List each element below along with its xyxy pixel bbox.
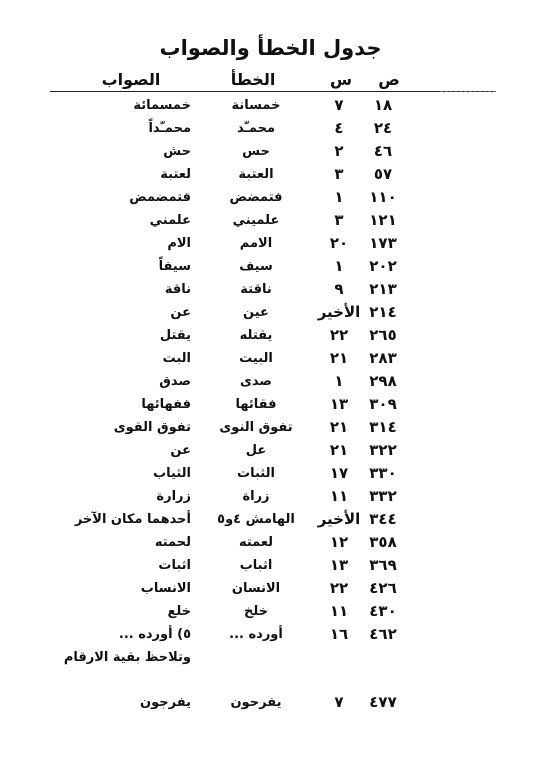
cell-wrong: محمـّد: [236, 121, 276, 136]
table-row: [0, 416, 541, 439]
cell-correct: لعتبة: [160, 167, 191, 182]
cell-page: ٢٠٢: [369, 257, 397, 275]
table-row: [0, 508, 541, 531]
header-rule: [50, 91, 496, 92]
cell-line: ١٦: [329, 625, 349, 643]
cell-correct: علمني: [149, 213, 191, 228]
cell-line: ٣: [334, 165, 344, 183]
cell-wrong: اثباب: [239, 558, 273, 573]
cell-correct: خلع: [167, 604, 191, 619]
table-row: [0, 163, 541, 186]
table-row: [0, 439, 541, 462]
cell-line: ٢٢: [329, 579, 349, 597]
cell-line: ٢١: [329, 349, 349, 367]
cell-correct: أحدهما مكان الآخر: [74, 512, 191, 527]
cell-correct: صدق: [159, 374, 191, 389]
cell-page: ٣٤٤: [369, 510, 397, 528]
cell-correct: تفوق القوى: [113, 420, 191, 435]
cell-page: ٢٤: [373, 119, 393, 137]
cell-correct: عن: [170, 443, 191, 458]
cell-page: ٣٣٢: [369, 487, 397, 505]
cell-line: ١١: [329, 602, 349, 620]
cell-line: ٢١: [329, 418, 349, 436]
cell-correct: ٥) أورده ...: [118, 627, 191, 642]
table-row: [0, 324, 541, 347]
cell-wrong: تفوق النوى: [219, 420, 293, 435]
cell-wrong: زراة: [242, 489, 270, 504]
cell-wrong: لعمته: [238, 535, 274, 550]
cell-line: ٩: [334, 280, 344, 298]
table-row: [0, 232, 541, 255]
cell-page: ١١٠: [369, 188, 397, 206]
cell-correct: الام: [167, 236, 191, 251]
cell-wrong: ناقتة: [240, 282, 272, 297]
cell-page: ٢١٤: [369, 303, 397, 321]
cell-wrong: سيف: [239, 259, 273, 274]
cell-page: ٣٣٠: [369, 464, 397, 482]
cell-wrong: العتبة: [238, 167, 274, 182]
cell-page: ١٨: [373, 96, 393, 114]
cell-page: ٢٦٥: [369, 326, 397, 344]
cell-correct: سيفاً: [158, 259, 191, 274]
table-row: [0, 140, 541, 163]
cell-page: ٤٢٦: [369, 579, 397, 597]
table-row-note: [0, 646, 541, 669]
cell-line: الأخير: [317, 510, 361, 528]
cell-line: ١: [334, 188, 344, 206]
cell-page: ٢٨٣: [369, 349, 397, 367]
cell-page: ٤٧٧: [369, 693, 397, 711]
cell-correct: الانساب: [140, 581, 191, 596]
cell-line: ٧: [334, 96, 344, 114]
cell-correct: محمـّداً: [148, 121, 191, 136]
cell-wrong: الثبات: [237, 466, 275, 481]
cell-wrong: الانسان: [231, 581, 281, 596]
cell-correct: البت: [162, 351, 191, 366]
cell-correct: ناقة: [164, 282, 191, 297]
cell-page: ٣١٤: [369, 418, 397, 436]
cell-wrong: خلخ: [243, 604, 269, 619]
cell-line: ٢٢: [329, 326, 349, 344]
cell-line: ١١: [329, 487, 349, 505]
cell-line: ١٢: [329, 533, 349, 551]
cell-line: ٤: [334, 119, 344, 137]
page-title: جدول الخطأ والصواب: [159, 36, 382, 60]
table-row: [0, 623, 541, 646]
header-line: س: [329, 70, 353, 89]
cell-page: ٤٦٢: [369, 625, 397, 643]
cell-correct: خمسمائة: [133, 98, 191, 113]
cell-page: ٢٩٨: [369, 372, 397, 390]
cell-correct: يفرجون: [140, 695, 191, 710]
cell-line: ١٧: [329, 464, 349, 482]
header-correct: الصواب: [101, 70, 161, 89]
cell-page: ٤٦: [373, 142, 393, 160]
cell-wrong: عل: [245, 443, 267, 458]
cell-wrong: يفرحون: [230, 695, 282, 710]
cell-line: ١: [334, 372, 344, 390]
table-row: [0, 301, 541, 324]
table-row: [0, 600, 541, 623]
cell-wrong: علميني: [232, 213, 280, 228]
cell-correct: حش: [163, 144, 191, 159]
table-row: [0, 485, 541, 508]
table-row: [0, 209, 541, 232]
cell-wrong: البيت: [239, 351, 273, 366]
table-row: [0, 554, 541, 577]
table-row: [0, 117, 541, 140]
cell-wrong: يقتله: [239, 328, 273, 343]
cell-correct: عن: [170, 305, 191, 320]
table-row: [0, 370, 541, 393]
table-row: [0, 531, 541, 554]
header-page: ص: [378, 70, 400, 89]
cell-wrong: أورده ...: [229, 627, 283, 642]
cell-line: ١٣: [329, 556, 349, 574]
cell-correct: فتمضمض: [129, 190, 191, 205]
cell-correct: ففهائها: [141, 397, 191, 412]
cell-correct: يقتل: [159, 328, 191, 343]
header-wrong: الخطأ: [230, 70, 276, 89]
cell-correct: زرارة: [156, 489, 191, 504]
cell-wrong: صدى: [240, 374, 272, 389]
cell-page: ٥٧: [373, 165, 393, 183]
cell-line: ١٣: [329, 395, 349, 413]
table-row: [0, 278, 541, 301]
cell-correct: اثبات: [158, 558, 191, 573]
header-rule-dashed: [440, 91, 496, 92]
cell-correct: الثياب: [153, 466, 191, 481]
cell-wrong: خمسانة: [231, 98, 281, 113]
cell-page: ١٧٣: [369, 234, 397, 252]
cell-wrong: فتمضض: [229, 190, 283, 205]
cell-page: ٣٥٨: [369, 533, 397, 551]
cell-page: ١٢١: [369, 211, 397, 229]
table-row: [0, 462, 541, 485]
cell-wrong: حس: [242, 144, 270, 159]
table-row: [0, 94, 541, 117]
cell-page: ٢١٣: [369, 280, 397, 298]
table-row: [0, 577, 541, 600]
cell-line: ٢٠: [329, 234, 349, 252]
cell-page: ٣٦٩: [369, 556, 397, 574]
cell-page: ٣٠٩: [369, 395, 397, 413]
cell-line: ٢: [334, 142, 344, 160]
cell-line: ٧: [334, 693, 344, 711]
cell-line: ٢١: [329, 441, 349, 459]
table-row: [0, 347, 541, 370]
table-row: [0, 186, 541, 209]
cell-wrong: الامم: [239, 236, 273, 251]
cell-page: ٣٢٢: [369, 441, 397, 459]
cell-wrong: الهامش ٤و٥: [217, 512, 295, 527]
cell-wrong: فقائها: [235, 397, 277, 412]
table-row: [0, 393, 541, 416]
cell-line: ٣: [334, 211, 344, 229]
cell-correct-note: وتلاحظ بقية الارقام: [63, 650, 191, 665]
table-row: [0, 255, 541, 278]
cell-correct: لحمته: [154, 535, 191, 550]
cell-wrong: عين: [243, 305, 269, 320]
cell-line: الأخير: [317, 303, 361, 321]
cell-line: ١: [334, 257, 344, 275]
cell-page: ٤٣٠: [369, 602, 397, 620]
table-row: [0, 691, 541, 714]
